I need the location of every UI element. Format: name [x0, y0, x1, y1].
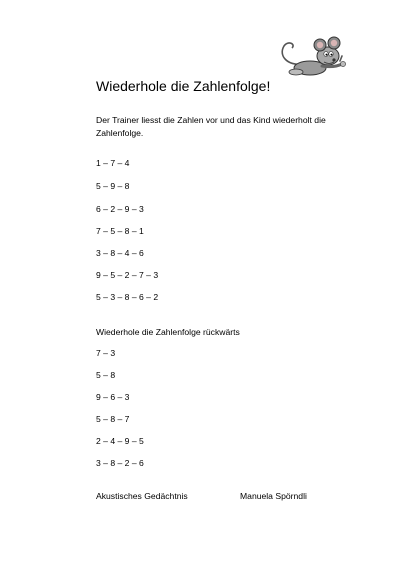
forward-sequence: 5 – 9 – 8: [96, 181, 130, 191]
forward-sequence: 3 – 8 – 4 – 6: [96, 248, 144, 258]
backward-sequence: 7 – 3: [96, 348, 116, 358]
backward-sequence: 3 – 8 – 2 – 6: [96, 458, 144, 468]
backward-heading: Wiederhole die Zahlenfolge rückwärts: [96, 327, 240, 337]
forward-sequence: 9 – 5 – 2 – 7 – 3: [96, 270, 159, 280]
footer-topic: Akustisches Gedächtnis: [96, 491, 188, 501]
forward-sequence: 5 – 3 – 8 – 6 – 2: [96, 292, 159, 302]
forward-sequence: 1 – 7 – 4: [96, 158, 130, 168]
backward-sequence: 2 – 4 – 9 – 5: [96, 436, 144, 446]
intro-text: Der Trainer liesst die Zahlen vor und das Kind wiederholt die Zahlenfolge.: [96, 115, 326, 138]
forward-sequence: 7 – 5 – 8 – 1: [96, 226, 144, 236]
mouse-icon: [272, 34, 348, 82]
backward-sequence: 5 – 8: [96, 370, 116, 380]
backward-sequence: 9 – 6 – 3: [96, 392, 130, 402]
forward-sequence: 6 – 2 – 9 – 3: [96, 204, 144, 214]
backward-sequence: 5 – 8 – 7: [96, 414, 130, 424]
footer-author: Manuela Spörndli: [240, 491, 307, 501]
page-title: Wiederhole die Zahlenfolge!: [96, 78, 271, 94]
